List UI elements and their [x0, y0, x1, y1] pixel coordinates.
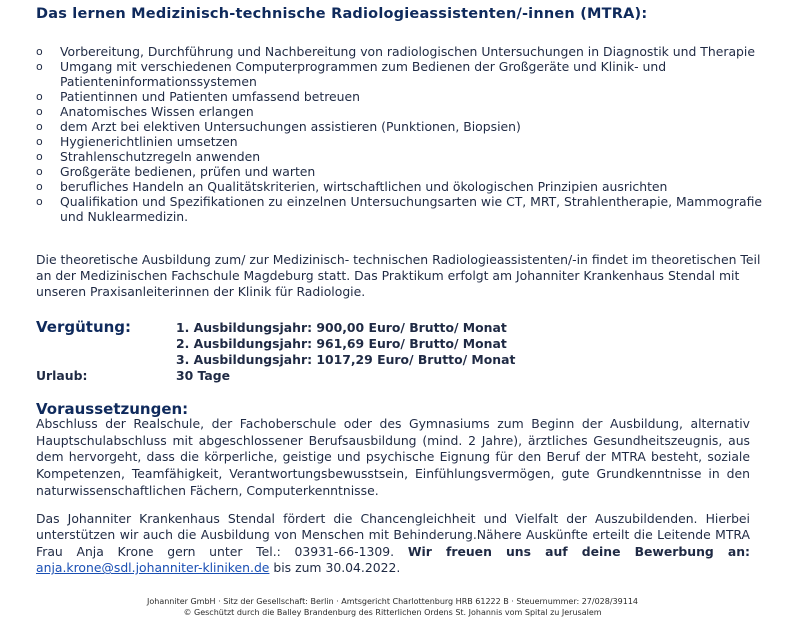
list-item: o Strahlenschutzregeln anwenden — [36, 149, 261, 164]
email-link[interactable]: anja.krone@sdl.johanniter-kliniken.de — [36, 560, 270, 576]
closing-text: Das Johanniter Krankenhaus Stendal fördert die Chancengleichheit und Vielfalt der Auszubildenden. Hierbei unterstützen wir auch die Ausbildung von Menschen mit Behinderung.Nähere Auskünfte erteilt die Leitende MTRA Frau Anja Krone gern unter Tel.: 03931-66-1309. — [36, 511, 750, 559]
leave-label: Urlaub: — [36, 368, 88, 383]
footer-line-copyright: © Geschützt durch die Balley Brandenburg des Ritterlichen Ordens St. Johannis vom Spital zu Jerusalem — [183, 608, 602, 617]
bullet-icon: o — [36, 195, 43, 208]
bullet-icon: o — [36, 165, 43, 178]
list-item: o Hygienerichtlinien umsetzen — [36, 134, 238, 149]
footer — [0, 596, 785, 618]
bullet-icon: o — [36, 105, 43, 118]
deadline-text: bis zum 30.04.2022. — [269, 560, 401, 576]
pay-list — [176, 320, 515, 368]
footer-line-company: Johanniter GmbH · Sitz der Gesellschaft: Berlin · Amtsgericht Charlottenburg HRB 61222 B · Steuernummer: 27/028/39114 — [147, 597, 638, 606]
theory-paragraph: Die theoretische Ausbildung zum/ zur Medizinisch- technischen Radiologieassistenten/-in findet im theoretischen Teil an der Medizinischen Fachschule Magdeburg statt. Das Praktikum erfolgt am Johanniter Krankenhaus Stendal mit unseren Praxisanleiterinnen der Klinik für Radiologie. — [36, 252, 761, 299]
closing-paragraph — [36, 511, 750, 577]
list-item: o Patientinnen und Patienten umfassend betreuen — [36, 89, 360, 104]
page-heading: Das lernen Medizinisch-technische Radiologieassistenten/-innen (MTRA): — [36, 6, 648, 22]
list-item: o Anatomisches Wissen erlangen — [36, 104, 254, 119]
bullet-icon: o — [36, 150, 43, 163]
bullet-icon: o — [36, 120, 43, 133]
requirements-title: Voraussetzungen: — [36, 400, 189, 418]
list-item: o dem Arzt bei elektiven Untersuchungen assistieren (Punktionen, Biopsien) — [36, 119, 521, 134]
list-item: o Qualifikation und Spezifikationen zu einzelnen Untersuchungsarten wie CT, MRT, Strahlentherapie, Mammografie und Nuklearmedizin. — [36, 194, 763, 224]
list-item: o Umgang mit verschiedenen Computerprogrammen zum Bedienen der Großgeräte und Klinik- und Patienteninformationssystemen — [36, 59, 667, 89]
bullet-icon: o — [36, 180, 43, 193]
list-item: o berufliches Handeln an Qualitätskriterien, wirtschaftlichen und ökologischen Prinzipien ausrichten — [36, 179, 668, 194]
bullet-icon: o — [36, 60, 43, 73]
leave-value: 30 Tage — [176, 368, 231, 383]
requirements-paragraph: Abschluss der Realschule, der Fachoberschule oder des Gymnasiums zum Beginn der Ausbildung, alternativ Hauptschulabschluss mit abgeschlossener Berufsausbildung (mind. 2 Jahre), ärztliches Gesundheitszeugnis, aus dem hervorgeht, dass die körperliche, geistige und psychische Eignung für den Beruf der MTRA besteht, soziale Kompetenzen, Teamfähigkeit, Verantwortungsbewusstsein, Einfühlungsvermögen, gute Grundkenntnisse in den naturwissenschaftlichen Fächern, Computerkenntnisse. — [36, 416, 750, 498]
list-item: o Großgeräte bedienen, prüfen und warten — [36, 164, 316, 179]
bullet-icon: o — [36, 45, 43, 58]
application-call: Wir freuen uns auf deine Bewerbung an: — [407, 543, 750, 559]
pay-title: Vergütung: — [36, 318, 132, 336]
duties-list — [36, 44, 776, 224]
bullet-icon: o — [36, 135, 43, 148]
pay-line: 2. Ausbildungsjahr: 961,69 Euro/ Brutto/ Monat — [176, 336, 507, 351]
pay-line: 3. Ausbildungsjahr: 1017,29 Euro/ Brutto/ Monat — [176, 352, 516, 367]
pay-line: 1. Ausbildungsjahr: 900,00 Euro/ Brutto/ Monat — [176, 320, 507, 335]
bullet-icon: o — [36, 90, 43, 103]
list-item: o Vorbereitung, Durchführung und Nachbereitung von radiologischen Untersuchungen in Diagnostik und Therapie — [36, 44, 755, 59]
